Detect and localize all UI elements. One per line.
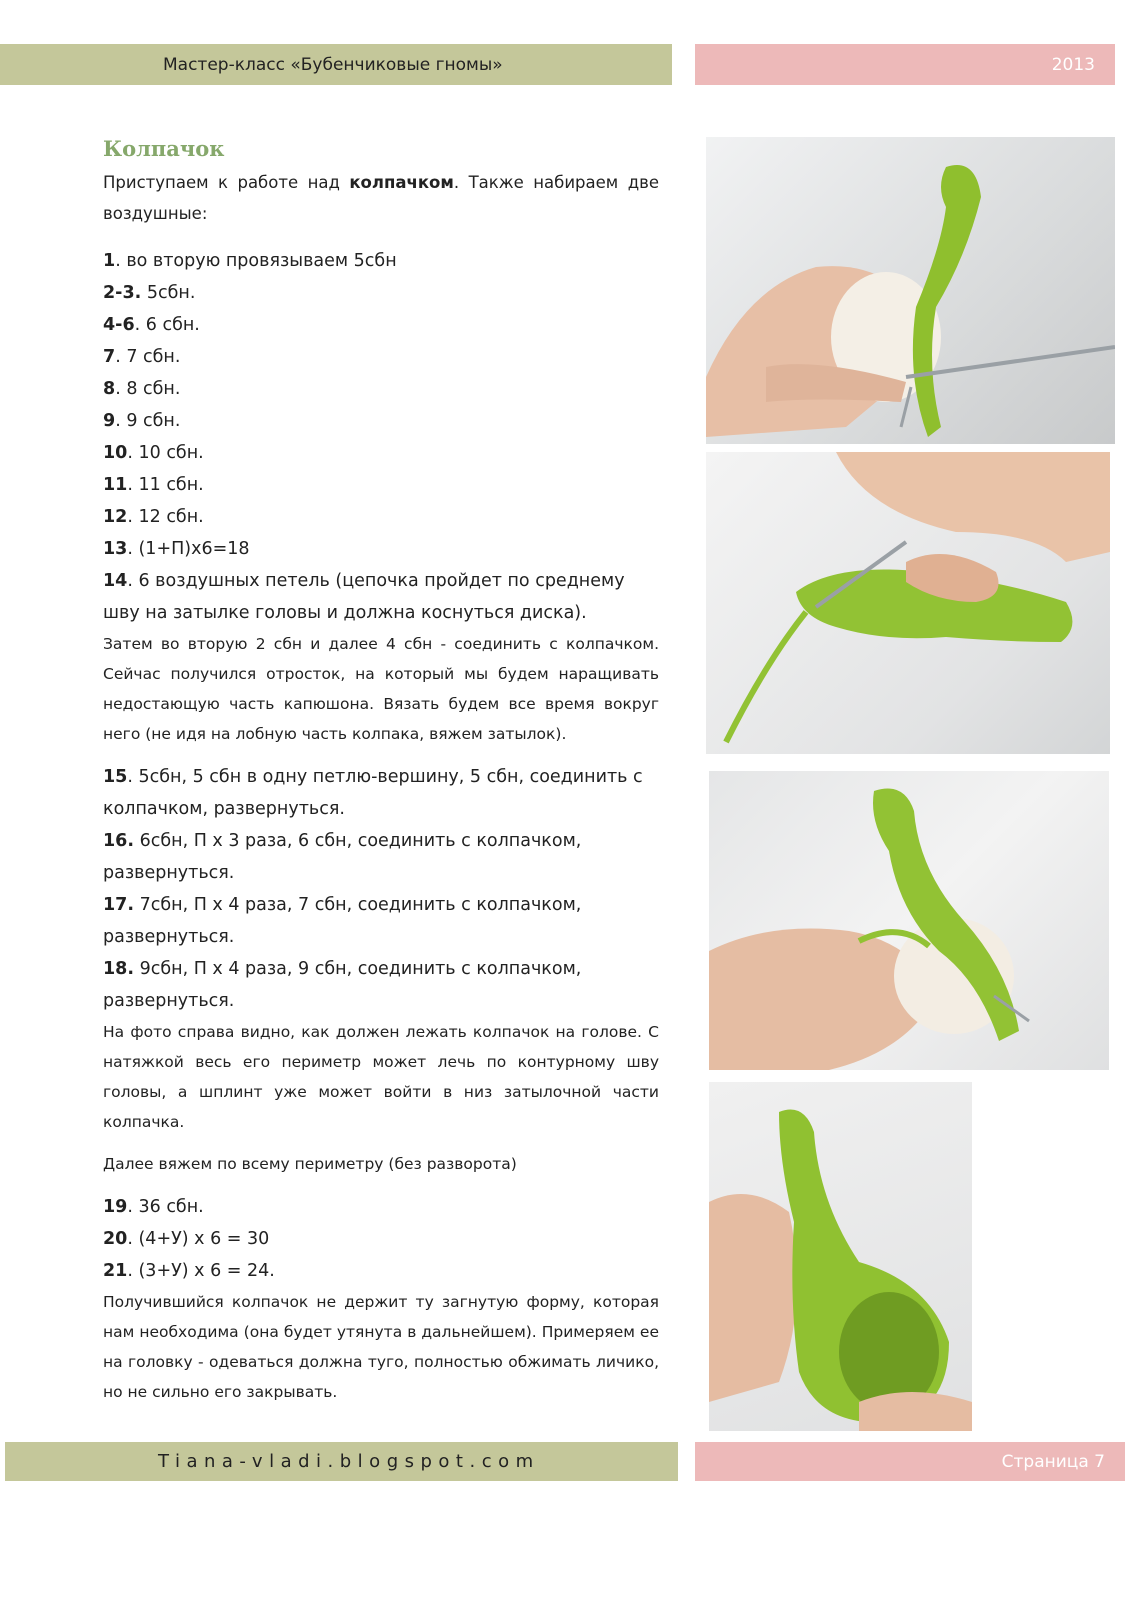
row-item: 15. 5сбн, 5 сбн в одну петлю-вершину, 5 сбн, соединить с колпачком, развернуться.	[103, 767, 643, 819]
row-item: 18. 9сбн, П х 4 раза, 9 сбн, соединить с колпачком, развернуться.	[103, 959, 582, 1011]
photo-hat-fitting	[709, 771, 1109, 1070]
rows-list-a	[103, 245, 659, 629]
rows-list-c	[103, 1191, 659, 1287]
row-item: 8. 8 сбн.	[103, 379, 181, 399]
row-item: 11. 11 сбн.	[103, 475, 204, 495]
header-title: Мастер-класс «Бубенчиковые гномы»	[163, 54, 503, 75]
row-item: 13. (1+П)х6=18	[103, 539, 250, 559]
header-title-bar	[0, 44, 672, 85]
row-item: 17. 7сбн, П х 4 раза, 7 сбн, соединить с колпачком, развернуться.	[103, 895, 582, 947]
row-item: 9. 9 сбн.	[103, 411, 181, 431]
row-item: 10. 10 сбн.	[103, 443, 204, 463]
row-item: 19. 36 сбн.	[103, 1197, 204, 1217]
footer-site-bar	[5, 1442, 678, 1481]
row-item: 20. (4+У) х 6 = 30	[103, 1229, 270, 1249]
row-item: 4-6. 6 сбн.	[103, 315, 200, 335]
footer-page-number: Страница 7	[1001, 1451, 1105, 1472]
row-item: 7. 7 сбн.	[103, 347, 181, 367]
row-item: 1. во вторую провязываем 5сбн	[103, 251, 397, 271]
perimeter-note: Далее вяжем по всему периметру (без разворота)	[103, 1155, 517, 1173]
header-year-bar	[695, 44, 1115, 85]
note-row-18: На фото справа видно, как должен лежать колпачок на голове. С натяжкой весь его периметр может лечь по контурному шву головы, а шплинт уже может войти в низ затылочной части колпачка.	[103, 1023, 659, 1131]
row-item: 12. 12 сбн.	[103, 507, 204, 527]
note-row-14: Затем во вторую 2 сбн и далее 4 сбн - соединить с колпачком. Сейчас получился отросток, на который мы будем наращивать недостающую часть капюшона. Вязать будем все время вокруг него (не идя на лобную часть колпака, вяжем затылок).	[103, 635, 659, 743]
photo-finished-hat	[709, 1082, 972, 1431]
row-item: 2-3. 5сбн.	[103, 283, 196, 303]
main-content	[103, 136, 659, 1407]
row-item: 21. (3+У) х 6 = 24.	[103, 1261, 275, 1281]
row-item: 14. 6 воздушных петель (цепочка пройдет по среднему шву на затылке головы и должна коснуться диска).	[103, 571, 625, 623]
final-paragraph: Получившийся колпачок не держит ту загнутую форму, которая нам необходима (она будет утянута в дальнейшем). Примеряем ее на головку - одеваться должна туго, полностью обжимать личико, но не сильно его закрывать.	[103, 1293, 659, 1401]
row-item: 16. 6сбн, П х 3 раза, 6 сбн, соединить с колпачком, развернуться.	[103, 831, 582, 883]
intro-paragraph: Приступаем к работе над колпачком. Также набираем две воздушные:	[103, 173, 659, 223]
header-year: 2013	[1051, 54, 1095, 75]
section-heading: Колпачок	[103, 136, 225, 161]
footer-page-bar	[695, 1442, 1125, 1481]
photo-crocheting-hat	[706, 452, 1110, 754]
photo-hat-on-head	[706, 137, 1115, 444]
footer-site: Tiana-vladi.blogspot.com	[158, 1451, 540, 1472]
rows-list-b	[103, 761, 659, 1017]
